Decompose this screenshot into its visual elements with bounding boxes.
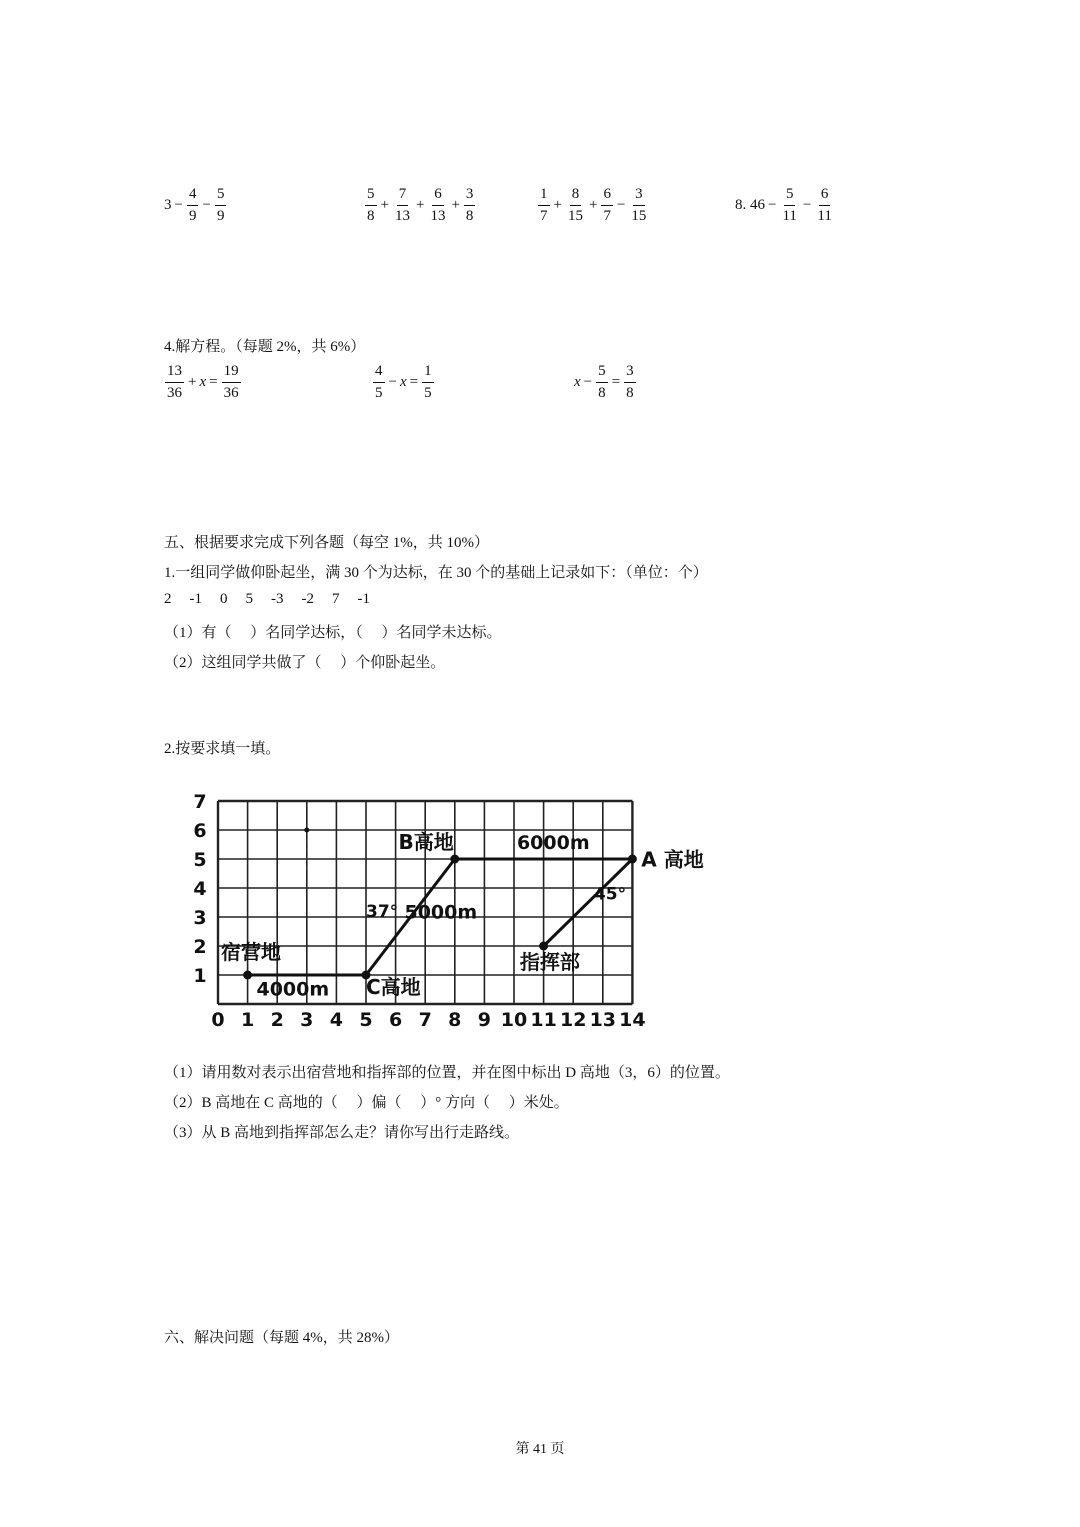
location-label: A 高地 [641,847,704,872]
record-value: 5 [245,591,253,607]
x-tick-label: 4 [329,1009,344,1031]
distance-label: 5000m [404,901,478,924]
record-value: 7 [332,591,340,607]
q2-sub2: （2）B 高地在 C 高地的（ ）偏（ ）° 方向（ ）米处。 [164,1095,569,1111]
location-label: 指挥部 [519,950,580,975]
record-value: -1 [189,591,202,607]
y-tick-label: 2 [193,936,207,958]
operator: + [380,197,389,213]
x-tick-label: 2 [270,1009,284,1031]
grid-map-figure [160,786,720,1036]
fraction: $\frac{19}{36}$ [223,363,239,401]
operator: − [202,197,211,213]
fraction: $\frac{6}{13}$ [430,186,446,224]
distance-label: 6000m [516,831,590,854]
x-tick-label: 7 [418,1009,432,1031]
angle-label: 37° [366,902,399,922]
x-tick-label: 6 [388,1009,403,1031]
fraction: $\frac{5}{8}$ [598,363,606,401]
y-tick-label: 4 [193,878,207,900]
marker-dot [304,828,309,833]
fraction: $\frac{5}{9}$ [216,186,225,224]
calc-expression-2 [364,187,476,224]
equation-3: x − $\frac{5}{8}$ = $\frac{3}{8}$ [574,363,634,401]
q2-sub3: （3）从 B 高地到指挥部怎么走？请你写出行走路线。 [164,1125,520,1141]
fraction: $\frac{1}{5}$ [424,363,432,401]
section4-title: 4.解方程。（每题 2%，共 6%） [164,339,366,355]
equation-1: $\frac{13}{36}$ + x = $\frac{19}{36}$ [167,363,239,401]
fraction: $\frac{6}{7}$ [603,186,611,224]
fraction: $\frac{6}{11}$ [817,186,832,224]
x-tick-label: 3 [300,1009,314,1031]
x-tick-label: 0 [211,1009,225,1031]
fraction: $\frac{4}{5}$ [375,363,383,401]
records-list [164,591,388,608]
x-tick-label: 14 [619,1009,646,1031]
record-value: 0 [220,591,228,607]
x-tick-label: 13 [589,1009,617,1031]
y-tick-label: 1 [193,965,207,987]
location-label: B高地 [398,829,454,854]
fraction: $\frac{5}{11}$ [782,186,797,224]
y-tick-label: 3 [193,907,207,929]
fraction: $\frac{8}{15}$ [567,186,583,224]
calc-expression-1 [164,187,227,224]
location-label: 宿营地 [220,940,281,965]
fraction: $\frac{7}{13}$ [394,186,410,224]
equation-2: $\frac{4}{5}$ − x = $\frac{1}{5}$ [375,363,432,401]
calc-expression-4 [735,187,835,224]
fraction: $\frac{4}{9}$ [188,186,197,224]
fraction: $\frac{3}{15}$ [631,186,647,224]
q1-sub2: （2）这组同学共做了（ ）个仰卧起坐。 [164,655,446,671]
y-tick-label: 5 [193,849,207,871]
section6-title: 六、解决问题（每题 4%，共 28%） [164,1330,399,1346]
location-point [539,942,548,951]
operator: − [616,197,626,213]
q1-sub1: （1）有（ ）名同学达标，（ ）名同学未达标。 [164,625,502,641]
section5-title: 五、根据要求完成下列各题（每空 1%，共 10%） [164,535,489,551]
location-point [450,855,459,864]
x-tick-label: 12 [559,1009,587,1031]
expression-lead: 8. 46 [735,197,765,213]
fraction: $\frac{1}{7}$ [540,186,548,224]
x-tick-label: 10 [500,1009,528,1031]
location-point [243,971,252,980]
q2-stem: 2.按要求填一填。 [164,741,281,757]
angle-label: 45° [593,884,627,905]
fraction: $\frac{5}{8}$ [367,186,375,224]
operator: − [768,197,777,213]
fraction: $\frac{3}{8}$ [465,186,474,224]
page-number: 第 41 页 [515,1442,565,1457]
operator: − [174,197,183,213]
fraction: $\frac{3}{8}$ [626,363,634,401]
record-value: -1 [357,591,370,607]
record-value: -2 [301,591,314,607]
operator: − [802,197,812,213]
x-tick-label: 8 [448,1009,462,1031]
expression-lead: 3 [164,197,172,213]
x-tick-label: 5 [359,1009,373,1031]
operator: + [588,197,598,213]
operator: + [415,197,425,213]
x-tick-label: 11 [530,1009,557,1031]
operator: + [553,197,562,213]
calc-expression-3 [537,187,649,224]
record-value: 2 [164,591,172,607]
y-tick-label: 7 [193,791,207,813]
grid-map-svg [160,786,720,1036]
q1-stem: 1.一组同学做仰卧起坐，满 30 个为达标，在 30 个的基础上记录如下：（单位：个） [164,565,708,581]
record-value: -3 [271,591,284,607]
location-point [628,855,637,864]
y-tick-label: 6 [193,820,207,842]
distance-label: 4000m [256,978,330,1001]
x-tick-label: 9 [477,1009,492,1031]
fraction: $\frac{13}{36}$ [167,363,182,401]
operator: + [451,197,460,213]
location-label: C高地 [366,974,421,999]
q2-sub1: （1）请用数对表示出宿营地和指挥部的位置，并在图中标出 D 高地（3，6）的位置。 [164,1065,730,1081]
x-tick-label: 1 [240,1009,255,1031]
